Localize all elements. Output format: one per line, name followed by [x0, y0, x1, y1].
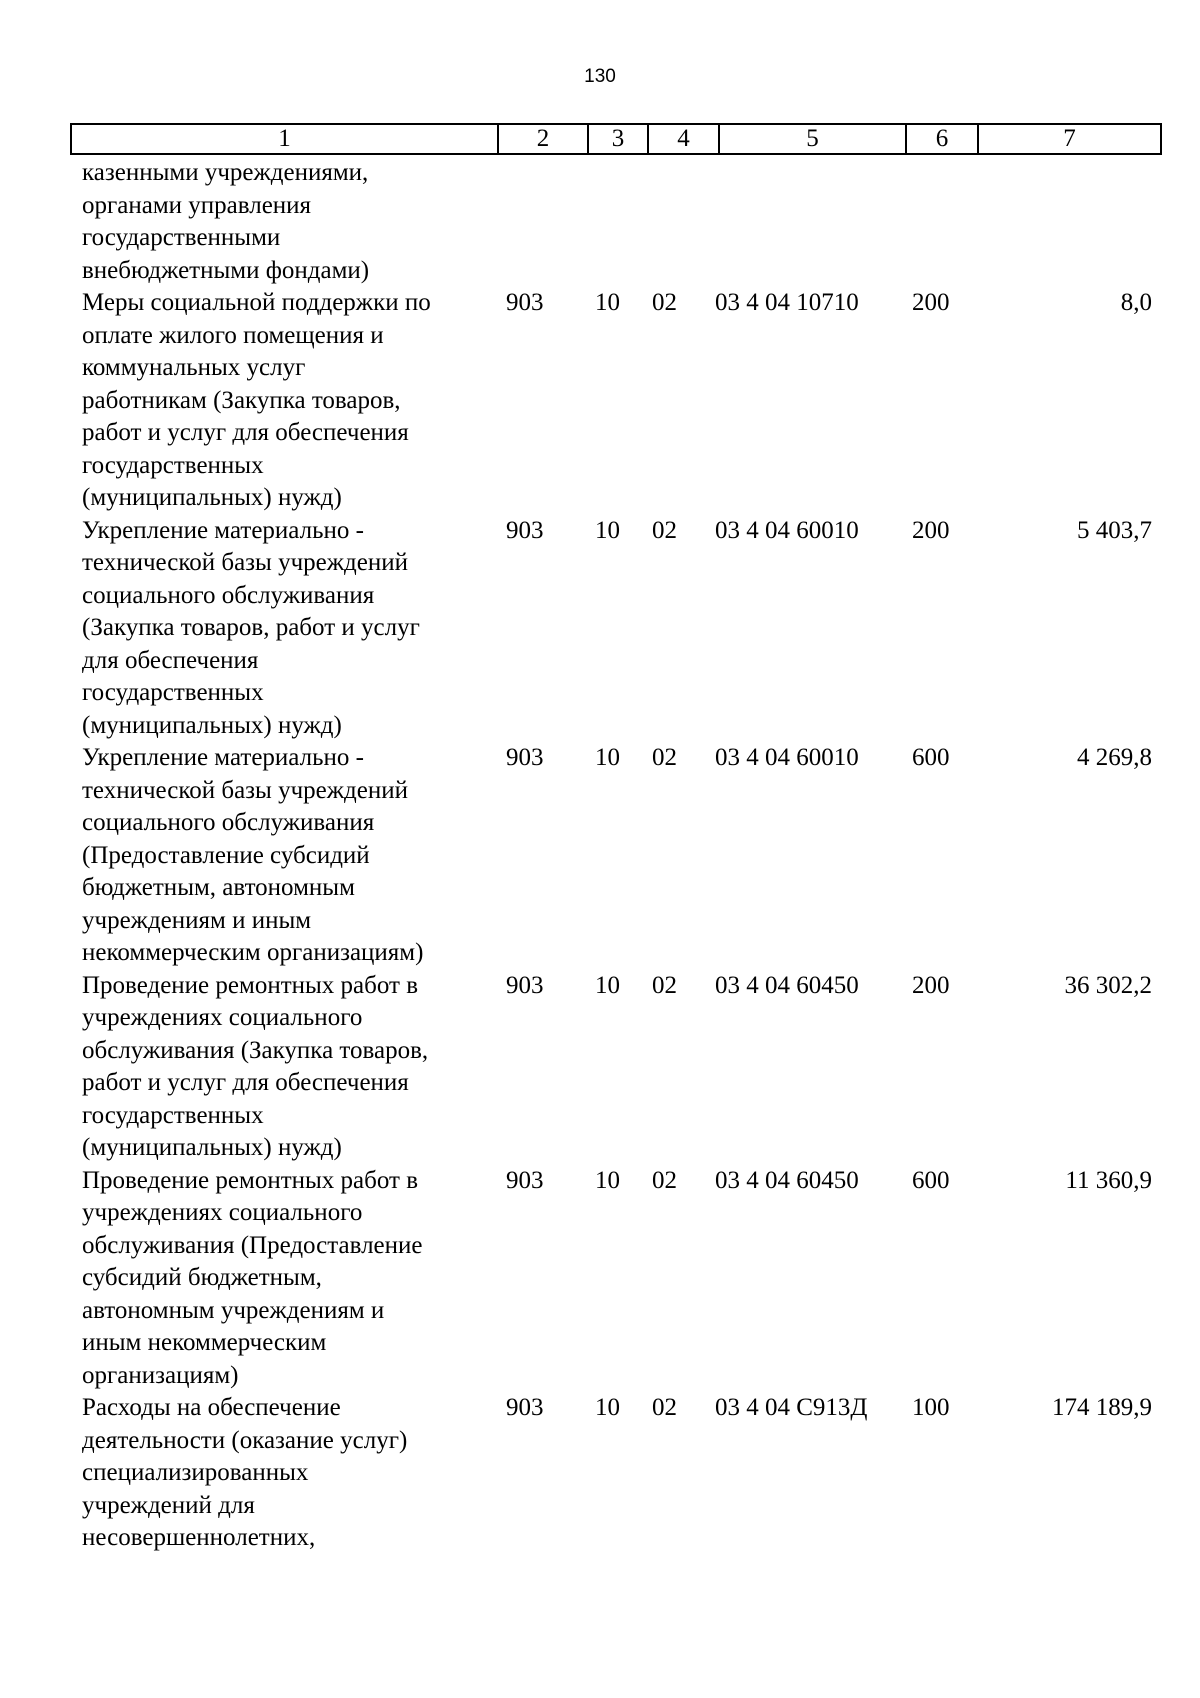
row-description-line: коммунальных услуг: [82, 354, 306, 381]
row-description-line: казенными учреждениями,: [82, 159, 369, 186]
row-description-line: государственных: [82, 679, 264, 706]
row-amount: 36 302,2: [1064, 971, 1152, 999]
row-description-line: несовершеннолетних,: [82, 1524, 316, 1551]
row-description-line: государственных: [82, 1101, 264, 1129]
row-description-line: Проведение ремонтных работ в: [82, 971, 419, 999]
row-expense-type: 100: [912, 1394, 950, 1421]
row-description-line: обслуживания (Закупка товаров,: [82, 1036, 429, 1064]
table-row: [82, 1392, 1152, 1555]
row-description-line: для обеспечения: [82, 646, 259, 674]
row-section: 10: [595, 1394, 620, 1421]
row-description: [82, 287, 477, 515]
row-subsection: 02: [652, 744, 677, 771]
row-section: 10: [595, 516, 620, 544]
row-description-line: Расходы на обеспечение: [82, 1394, 341, 1421]
row-description: [82, 515, 477, 743]
row-description: [82, 970, 477, 1165]
row-expense-type: 600: [912, 1166, 950, 1194]
table-row: [82, 287, 1152, 515]
row-amount: 174 189,9: [1052, 1394, 1152, 1421]
row-description-line: субсидий бюджетным,: [82, 1264, 322, 1291]
row-expense-type: 200: [912, 289, 950, 316]
row-description-line: Меры социальной поддержки по: [82, 289, 431, 316]
row-description-line: учреждений для: [82, 1491, 255, 1519]
table-row: [82, 742, 1152, 970]
row-description-line: учреждениях социального: [82, 1004, 363, 1031]
row-description-line: социального обслуживания: [82, 581, 375, 609]
row-description-line: (муниципальных) нужд): [82, 1134, 342, 1161]
row-target-article: 03 4 04 60450: [715, 971, 859, 999]
header-col-2: 2: [497, 125, 587, 153]
row-description-line: учреждениях социального: [82, 1199, 363, 1226]
table-row: [82, 157, 1152, 287]
row-target-article: 03 4 04 60450: [715, 1166, 859, 1194]
header-col-7: 7: [977, 125, 1160, 153]
row-amount: 11 360,9: [1065, 1166, 1152, 1194]
row-description: [82, 1392, 477, 1555]
row-description: [82, 157, 477, 287]
row-section: 10: [595, 1166, 620, 1194]
table-header: [70, 123, 1162, 155]
row-description-line: обслуживания (Предоставление: [82, 1231, 423, 1259]
row-description-line: работникам (Закупка товаров,: [82, 386, 401, 414]
row-description-line: Проведение ремонтных работ в: [82, 1166, 419, 1194]
row-description-line: учреждениям и иным: [82, 906, 312, 934]
row-expense-type: 200: [912, 516, 950, 544]
page-number: 130: [584, 66, 616, 87]
row-admin-code: 903: [506, 516, 544, 544]
row-description-line: социального обслуживания: [82, 809, 375, 836]
row-admin-code: 903: [506, 1394, 544, 1421]
row-description-line: (Закупка товаров, работ и услуг: [82, 614, 420, 641]
header-col-5: 5: [718, 125, 905, 153]
row-amount: 8,0: [1120, 289, 1152, 316]
row-description-line: бюджетным, автономным: [82, 874, 355, 901]
header-col-4: 4: [647, 125, 718, 153]
row-description-line: деятельности (оказание услуг): [82, 1426, 408, 1454]
table-row: [82, 970, 1152, 1165]
row-description-line: специализированных: [82, 1459, 309, 1486]
header-col-3: 3: [587, 125, 647, 153]
row-admin-code: 903: [506, 289, 544, 316]
row-description: [82, 1165, 477, 1393]
row-description-line: работ и услуг для обеспечения: [82, 1069, 409, 1096]
row-description-line: организациям): [82, 1361, 239, 1389]
row-admin-code: 903: [506, 744, 544, 771]
row-description-line: работ и услуг для обеспечения: [82, 419, 409, 446]
row-target-article: 03 4 04 С913Д: [715, 1394, 868, 1421]
row-section: 10: [595, 971, 620, 999]
row-description: [82, 742, 477, 970]
header-col-6: 6: [905, 125, 977, 153]
row-description-line: (муниципальных) нужд): [82, 711, 342, 739]
row-target-article: 03 4 04 60010: [715, 744, 859, 771]
row-description-line: государственных: [82, 451, 264, 479]
row-subsection: 02: [652, 971, 677, 999]
row-section: 10: [595, 744, 620, 771]
row-amount: 4 269,8: [1077, 744, 1152, 771]
row-subsection: 02: [652, 1166, 677, 1194]
row-description-line: оплате жилого помещения и: [82, 321, 384, 349]
row-description-line: иным некоммерческим: [82, 1329, 327, 1356]
row-target-article: 03 4 04 10710: [715, 289, 859, 316]
row-description-line: (Предоставление субсидий: [82, 841, 370, 869]
row-subsection: 02: [652, 516, 677, 544]
row-admin-code: 903: [506, 1166, 544, 1194]
row-description-line: (муниципальных) нужд): [82, 484, 342, 511]
row-admin-code: 903: [506, 971, 544, 999]
row-expense-type: 600: [912, 744, 950, 771]
row-description-line: технической базы учреждений: [82, 776, 408, 804]
row-description-line: органами управления: [82, 191, 312, 219]
row-description-line: автономным учреждениям и: [82, 1296, 385, 1324]
table-row: [82, 515, 1152, 743]
row-description-line: некоммерческим организациям): [82, 939, 424, 966]
row-description-line: Укрепление материально -: [82, 744, 364, 771]
row-amount: 5 403,7: [1077, 516, 1152, 544]
row-subsection: 02: [652, 289, 677, 316]
table-body: [82, 157, 1152, 1555]
row-target-article: 03 4 04 60010: [715, 516, 859, 544]
row-description-line: Укрепление материально -: [82, 516, 364, 544]
row-expense-type: 200: [912, 971, 950, 999]
header-col-1: 1: [278, 125, 291, 152]
row-description-line: технической базы учреждений: [82, 549, 408, 576]
row-description-line: внебюджетными фондами): [82, 256, 370, 284]
row-description-line: государственными: [82, 224, 281, 251]
row-subsection: 02: [652, 1394, 677, 1421]
table-row: [82, 1165, 1152, 1393]
row-section: 10: [595, 289, 620, 316]
